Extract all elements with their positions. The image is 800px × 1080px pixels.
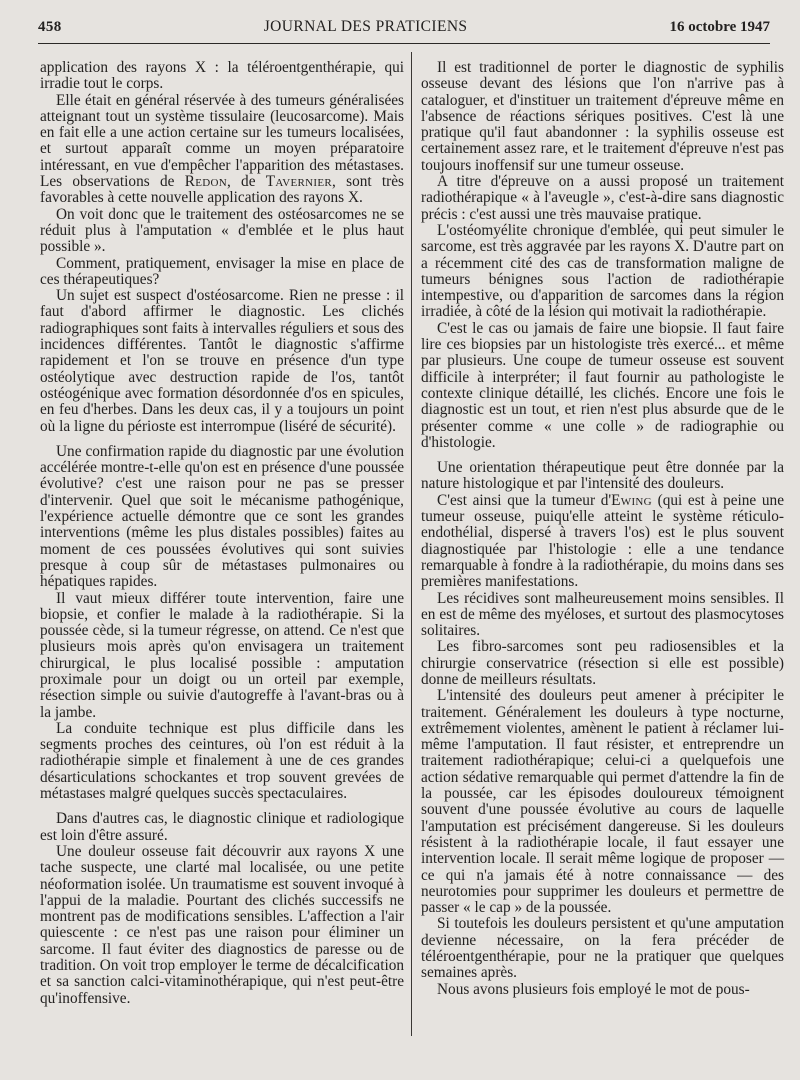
paragraph: Dans d'autres cas, le diagnostic clinique et radiologique est loin d'être assuré. xyxy=(40,810,404,844)
header-rule xyxy=(38,43,770,44)
paragraph: Il vaut mieux différer toute intervention, faire une biopsie, et confier le malade à la radiothérapie. Si la poussée cède, si la tumeur régresse, on attend. Ce n'est que plusieurs mois après qu'on envisagera un traitement chirurgical, le plus localisé possible : amputation proximale pour un doigt ou un orteil par exemple, résection simple ou suivie d'autogreffe à l'avant-bras ou à la jambe. xyxy=(40,589,404,721)
paragraph: L'intensité des douleurs peut amener à précipiter le traitement. Généralement les douleurs à type nocturne, extrêmement violentes, amènent le patient à réclamer lui-même l'amputation. Il faut résister, et entreprendre un traitement radiothérapique; celui-ci a quelquefois une action sédative remarquable qui permet d'attendre la fin de la poussée, car les épisodes douloureux témoignent souvent d'une poussée évolutive au cours de laquelle l'amputation est précisément dangereuse. Si les douleurs résistent à la radiothérapie locale, il faut essayer une intervention locale. Il serait même logique de proposer — ce qui n'a jamais été à notre connaissance — des neurotomies pour supprimer les douleurs et permettre de passer « le cap » de la poussée. xyxy=(421,687,784,917)
paragraph: Comment, pratiquement, envisager la mise en place de ces thérapeutiques? xyxy=(40,254,404,288)
paragraph: Il est traditionnel de porter le diagnostic de syphilis osseuse devant des lésions que l'on n'arrive pas à cataloguer, et d'instituer un traitement d'épreuve même en l'absence de réactions sériques positives. C'est là une pratique qu'il faut abandonner : la syphilis osseuse est certainement assez rare, et le traitement d'épreuve n'est pas toujours inoffensif sur une tumeur osseuse. xyxy=(421,59,784,174)
paragraph-text: , sont très favorables à cette nouvelle application des rayons X. xyxy=(40,173,404,207)
paragraph-text: C'est ainsi que la tumeur d' xyxy=(437,491,612,509)
paragraph: La conduite technique est plus difficile dans les segments proches des ceintures, où l'on est réduit à la radiothérapie simple et finalement à une de ces grandes désarticulations schockantes et trop souvent grevées de métastases malgré quelques succès spectaculaires. xyxy=(40,719,404,803)
column-divider xyxy=(411,52,412,1036)
paragraph-text: Elle était en général réservée à des tumeurs généralisées atteignant tout un système tissulaire (leucosarcome). Mais en fait elle a une action certaine sur les tumeurs localisées, et surtout apparaît comme un moyen préparatoire intéressant, en vue d'empêcher l'apparition des métastases. Les observations de xyxy=(40,91,404,191)
paragraph: On voit donc que le traitement des ostéosarcomes ne se réduit plus à l'amputation « d'emblée et le plus haut possible ». xyxy=(40,205,404,256)
page-number: 458 xyxy=(38,19,62,35)
paragraph: Une orientation thérapeutique peut être donnée par la nature histologique et par l'intensité des douleurs. xyxy=(421,459,784,493)
paragraph: Un sujet est suspect d'ostéosarcome. Rien ne presse : il faut d'abord affirmer le diagnostic. Les clichés radiographiques sont faits à intervalles réguliers et sous des incidences différentes. Tantôt le diagnostic s'affirme rapidement et l'on se trouve en présence d'un type ostéolytique avec destruction rapide de l'os, tantôt ostéogénique avec formation désordonnée d'os en spicules, en feu d'herbes. Dans les deux cas, il y a toujours un point où la ligne du périoste est interrompue (liséré de sécurité). xyxy=(40,287,404,435)
issue-date: 16 octobre 1947 xyxy=(669,19,770,35)
paragraph: Une confirmation rapide du diagnostic par une évolution accélérée montre-t-elle qu'on est en présence d'une poussée évolutive? c'est une raison pour ne pas se presser d'intervenir. Quel que soit le mécanisme pathogénique, l'expérience actuelle démontre que ce sont les grandes interventions (même les plus distales possibles) faites au moment de ces poussées évolutives qui sont suivies presque à coup sûr de métastases pulmonaires ou hépatiques rapides. xyxy=(40,442,404,591)
paragraph: Une douleur osseuse fait découvrir aux rayons X une tache suspecte, une clarté mal localisée, ou une petite néoformation isolée. Un traumatisme est souvent invoqué à l'appui de la maladie. Pourtant des clichés successifs ne montrent pas de modifications sensibles. L'affection a l'air quiescente : ce n'est pas une raison pour éliminer un sarcome. Il faut éviter des diagnostics de paresse ou de tradition. On voit trop employer le terme de décalcification et sa sanction calci-vitaminothérapique, qui n'est peut-être qu'inoffensive. xyxy=(40,842,404,1007)
paragraph: Les fibro-sarcomes sont peu radiosensibles et la chirurgie conservatrice (résection si elle est possible) donne de meilleurs résultats. xyxy=(421,638,784,688)
running-header xyxy=(38,18,770,40)
paragraph: L'ostéomyélite chronique d'emblée, qui peut simuler le sarcome, est très aggravée par les rayons X. D'autre part on a récemment cité des cas de transformation maligne de tumeurs bénignes sous l'action de radiothérapie intempestive, ou d'apparition de sarcomes dans la région irradiée, à côté de la lésion qui motivait la radiothérapie. xyxy=(421,221,784,321)
author-name: Ewing xyxy=(611,491,652,509)
paragraph xyxy=(40,93,404,207)
paragraph: application des rayons X : la téléroentgenthérapie, qui irradie tout le corps. xyxy=(40,59,404,93)
right-column xyxy=(421,60,784,998)
paragraph xyxy=(421,493,784,591)
author-name: Tavernier xyxy=(265,173,333,191)
paragraph: A titre d'épreuve on a aussi proposé un traitement radiothérapique « à l'aveugle », c'est-à-dire sans diagnostic précis : c'est aussi une très mauvaise pratique. xyxy=(421,173,784,223)
left-column xyxy=(40,60,404,1007)
author-name: Redon xyxy=(184,173,227,191)
paragraph: Les récidives sont malheureusement moins sensibles. Il en est de même des myéloses, et surtout des plasmocytoses solitaires. xyxy=(421,589,784,640)
paragraph-text: , de xyxy=(226,173,266,191)
journal-title: JOURNAL DES PRATICIENS xyxy=(263,18,468,35)
paragraph: C'est le cas ou jamais de faire une biopsie. Il faut faire lire ces biopsies par un histologiste très exercé... et même par plusieurs. Une coupe de tumeur osseuse est souvent difficile à interpréter; il faut fournir au pathologiste le contexte clinique détaillé, les clichés. Encore une fois le diagnostic est un tout, et rien n'est plus absurde que de le présenter comme « une colle » de radiographie ou d'histologie. xyxy=(421,319,784,451)
paragraph: Nous avons plusieurs fois employé le mot de pous- xyxy=(437,980,750,998)
paragraph-text: (qui est à peine une tumeur osseuse, puiqu'elle atteint le système réticulo-endothélial, dispersé à travers l'os) est le plus souvent diagnostiquée par l'histologie : elle a une tendance remarquable à fondre à la radiothérapie, du moins dans ses premières manifestations. xyxy=(421,491,784,591)
paragraph: Si toutefois les douleurs persistent et qu'une amputation devienne nécessaire, on la fera précéder de téléroentgenthérapie, pour ne la pratiquer que quelques semaines après. xyxy=(421,915,784,982)
